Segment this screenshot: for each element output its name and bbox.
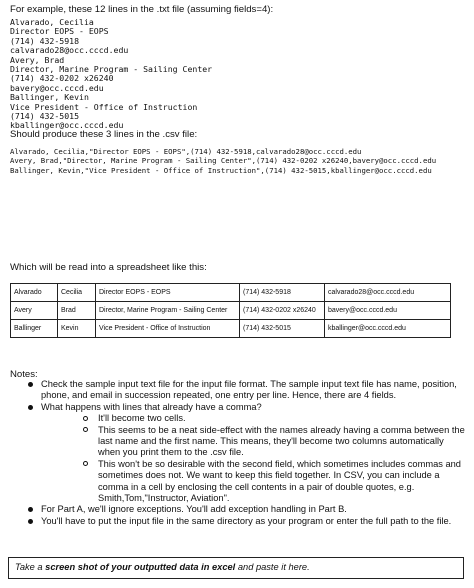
txt-line: Director, Marine Program - Sailing Center: [10, 64, 213, 75]
bullet-icon: [28, 519, 33, 524]
csv-line: Alvarado, Cecilia,"Director EOPS - EOPS",(714) 432-5918,calvarado28@occ.cccd.edu: [10, 147, 362, 156]
table-cell: Brad: [58, 302, 96, 320]
callout-suffix: and paste it here.: [235, 562, 310, 572]
spreadsheet-table: [10, 283, 451, 338]
table-row: [11, 320, 451, 338]
table-cell: Alvarado: [11, 284, 58, 302]
list-item-text: You'll have to put the input file in the same directory as your program or enter the full path to the file.: [41, 515, 452, 526]
bullet-icon: [28, 382, 33, 387]
list-item: [0, 402, 474, 413]
table-cell: Director, Marine Program - Sailing Center: [96, 302, 240, 320]
txt-line: bavery@occ.cccd.edu: [10, 82, 104, 93]
table-cell: Ballinger: [11, 320, 58, 338]
csv-intro-text: Should produce these 3 lines in the .csv file:: [10, 129, 198, 140]
txt-line: (714) 432-5015: [10, 111, 80, 122]
list-item-text: This won't be so desirable with the second field, which sometimes includes commas and sometimes does not. We want to keep this field together. In CSV, you can include a comma in a cell by enclosing the cell contents in a pair of double quotes, e.g. Smith,Tom,"Instructor, Aviation".: [98, 458, 461, 504]
circle-bullet-icon: [83, 416, 88, 421]
table-cell: bavery@occ.cccd.edu: [325, 302, 451, 320]
table-cell: Avery: [11, 302, 58, 320]
list-item-text: What happens with lines that already have a comma?: [41, 401, 262, 412]
intro-text: For example, these 12 lines in the .txt file (assuming fields=4):: [10, 4, 274, 15]
list-item-text: It'll become two cells.: [98, 413, 186, 424]
table-cell: calvarado28@occ.cccd.edu: [325, 284, 451, 302]
table-cell: Vice President - Office of Instruction: [96, 320, 240, 338]
notes-title: Notes:: [10, 369, 38, 380]
table-cell: Kevin: [58, 320, 96, 338]
table-cell: (714) 432-5015: [240, 320, 325, 338]
table-cell: Cecilia: [58, 284, 96, 302]
list-item: [0, 459, 474, 505]
table-cell: (714) 432-0202 x26240: [240, 302, 325, 320]
circle-bullet-icon: [83, 461, 88, 466]
list-item: [0, 379, 474, 402]
notes-list: [0, 379, 474, 527]
list-item: [0, 413, 474, 424]
screenshot-instruction-box: [8, 557, 464, 579]
table-cell: Director EOPS - EOPS: [96, 284, 240, 302]
circle-bullet-icon: [83, 427, 88, 432]
table-row: [11, 302, 451, 320]
txt-line: Alvarado, Cecilia: [10, 17, 94, 27]
table-cell: kballinger@occ.cccd.edu: [325, 320, 451, 338]
list-item: [0, 425, 474, 459]
txt-line: calvarado28@occ.cccd.edu: [10, 45, 129, 56]
callout-bold: screen shot of your outputted data in excel: [45, 562, 236, 572]
txt-line: kballinger@occ.cccd.edu: [10, 120, 124, 131]
csv-line: Avery, Brad,"Director, Marine Program - Sailing Center",(714) 432-0202 x26240,bavery@occ.cccd.edu: [10, 156, 437, 166]
txt-line: Vice President - Office of Instruction: [10, 101, 198, 112]
list-item-text: This seems to be a neat side-effect with the names already having a comma between the last name and the first name. This means, they'll become two columns automatically when you print them to the .csv file.: [98, 424, 465, 458]
txt-file-lines: [10, 18, 212, 131]
bullet-icon: [28, 507, 33, 512]
txt-line: (714) 432-5918: [10, 35, 80, 46]
list-item: [0, 504, 474, 515]
csv-line: Ballinger, Kevin,"Vice President - Office of Instruction",(714) 432-5015,kballinger@occ.cccd.edu: [10, 165, 432, 175]
csv-file-lines: [10, 147, 436, 175]
txt-line: Ballinger, Kevin: [10, 92, 89, 103]
txt-line: Avery, Brad: [10, 54, 65, 65]
table-cell: (714) 432-5918: [240, 284, 325, 302]
sheet-intro-text: Which will be read into a spreadsheet like this:: [10, 262, 207, 273]
list-item: [0, 516, 474, 527]
txt-line: Director EOPS - EOPS: [10, 26, 109, 37]
callout-prefix: Take a: [15, 562, 46, 572]
list-item-text: Check the sample input text file for the input file format. The sample input text file has name, position, phone, and email in succession repeated, one entry per line. Hence, there are 4 fields.: [41, 379, 457, 401]
bullet-icon: [28, 405, 33, 410]
table-row: [11, 284, 451, 302]
txt-line: (714) 432-0202 x26240: [10, 73, 114, 84]
list-item-text: For Part A, we'll ignore exceptions. You'll add exception handling in Part B.: [41, 504, 347, 515]
